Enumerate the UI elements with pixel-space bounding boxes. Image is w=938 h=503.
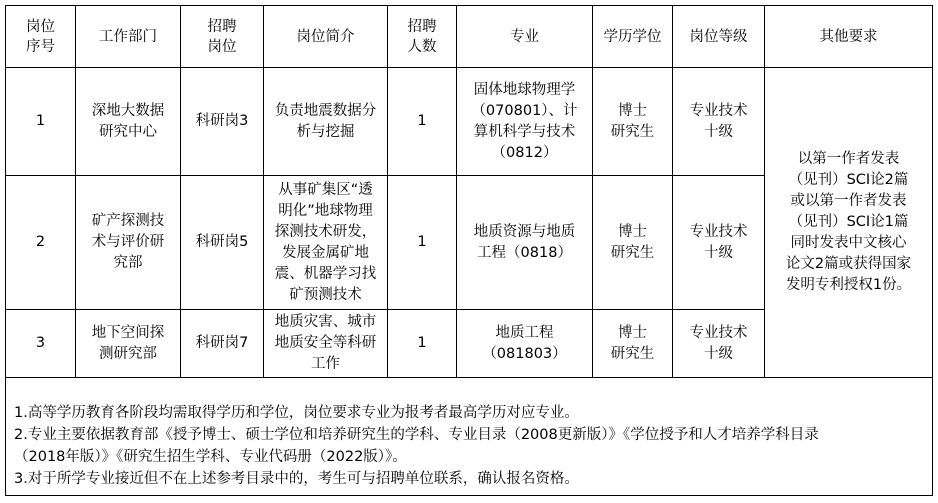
header-department: 工作部门 <box>76 6 181 68</box>
cell-degree: 博士 研究生 <box>593 176 673 310</box>
notes <box>6 378 932 490</box>
cell-degree: 博士 研究生 <box>593 310 673 378</box>
note-item: 2.专业主要依据教育部《授予博士、硕士学位和培养研究生的学科、专业目录（2008更新版）》《学位授予和人才培养学科目录 （2018年版）》《研究生招生学科、专业代码册（2022版）》。 <box>14 427 819 465</box>
header-level: 岗位等级 <box>673 6 765 68</box>
cell-count: 1 <box>388 176 457 310</box>
header-post-intro: 岗位简介 <box>264 6 388 68</box>
cell-count: 1 <box>388 310 457 378</box>
cell-post: 科研岗3 <box>181 68 264 176</box>
recruitment-table <box>5 5 933 496</box>
notes-row <box>6 378 933 496</box>
header-post-no: 岗位 序号 <box>6 6 76 68</box>
cell-intro: 从事矿集区“透 明化”地球物理 探测技术研发， 发展金属矿地 震、机器学习找 矿预测技术 <box>264 176 388 310</box>
header-post: 招聘 岗位 <box>181 6 264 68</box>
table-row <box>6 68 933 176</box>
cell-dept: 深地大数据 研究中心 <box>76 68 181 176</box>
cell-major: 地质工程 （081803） <box>457 310 593 378</box>
cell-intro: 地质灾害、城市 地质安全等科研 工作 <box>264 310 388 378</box>
header-count: 招聘 人数 <box>388 6 457 68</box>
note-item: 3.对于所学专业接近但不在上述参考目录中的，考生可与招聘单位联系，确认报名资格。 <box>14 471 579 487</box>
cell-no: 2 <box>6 176 76 310</box>
note-item: 1.高等学历教育各阶段均需取得学历和学位，岗位要求专业为报考者最高学历对应专业。 <box>14 405 579 421</box>
cell-level: 专业技术 十级 <box>673 310 765 378</box>
cell-post: 科研岗5 <box>181 176 264 310</box>
cell-degree: 博士 研究生 <box>593 68 673 176</box>
header-degree: 学历学位 <box>593 6 673 68</box>
cell-post: 科研岗7 <box>181 310 264 378</box>
cell-level: 专业技术 十级 <box>673 68 765 176</box>
cell-no: 3 <box>6 310 76 378</box>
cell-intro: 负责地震数据分 析与挖掘 <box>264 68 388 176</box>
header-other-requirements: 其他要求 <box>765 6 933 68</box>
header-row <box>6 6 933 68</box>
header-major: 专业 <box>457 6 593 68</box>
cell-major: 地质资源与地质 工程（0818） <box>457 176 593 310</box>
cell-dept: 矿产探测技 术与评价研 究部 <box>76 176 181 310</box>
cell-count: 1 <box>388 68 457 176</box>
cell-dept: 地下空间探 测研究部 <box>76 310 181 378</box>
cell-level: 专业技术 十级 <box>673 176 765 310</box>
cell-major: 固体地球物理学 （070801）、计 算机科学与技术 （0812） <box>457 68 593 176</box>
cell-no: 1 <box>6 68 76 176</box>
notes-cell <box>6 378 933 496</box>
cell-other-requirements: 以第一作者发表 （见刊）SCI论2篇 或以第一作者发表 （见刊）SCI论1篇 同时发表中文核心 论文2篇或获得国家 发明专利授权1份。 <box>765 68 933 378</box>
